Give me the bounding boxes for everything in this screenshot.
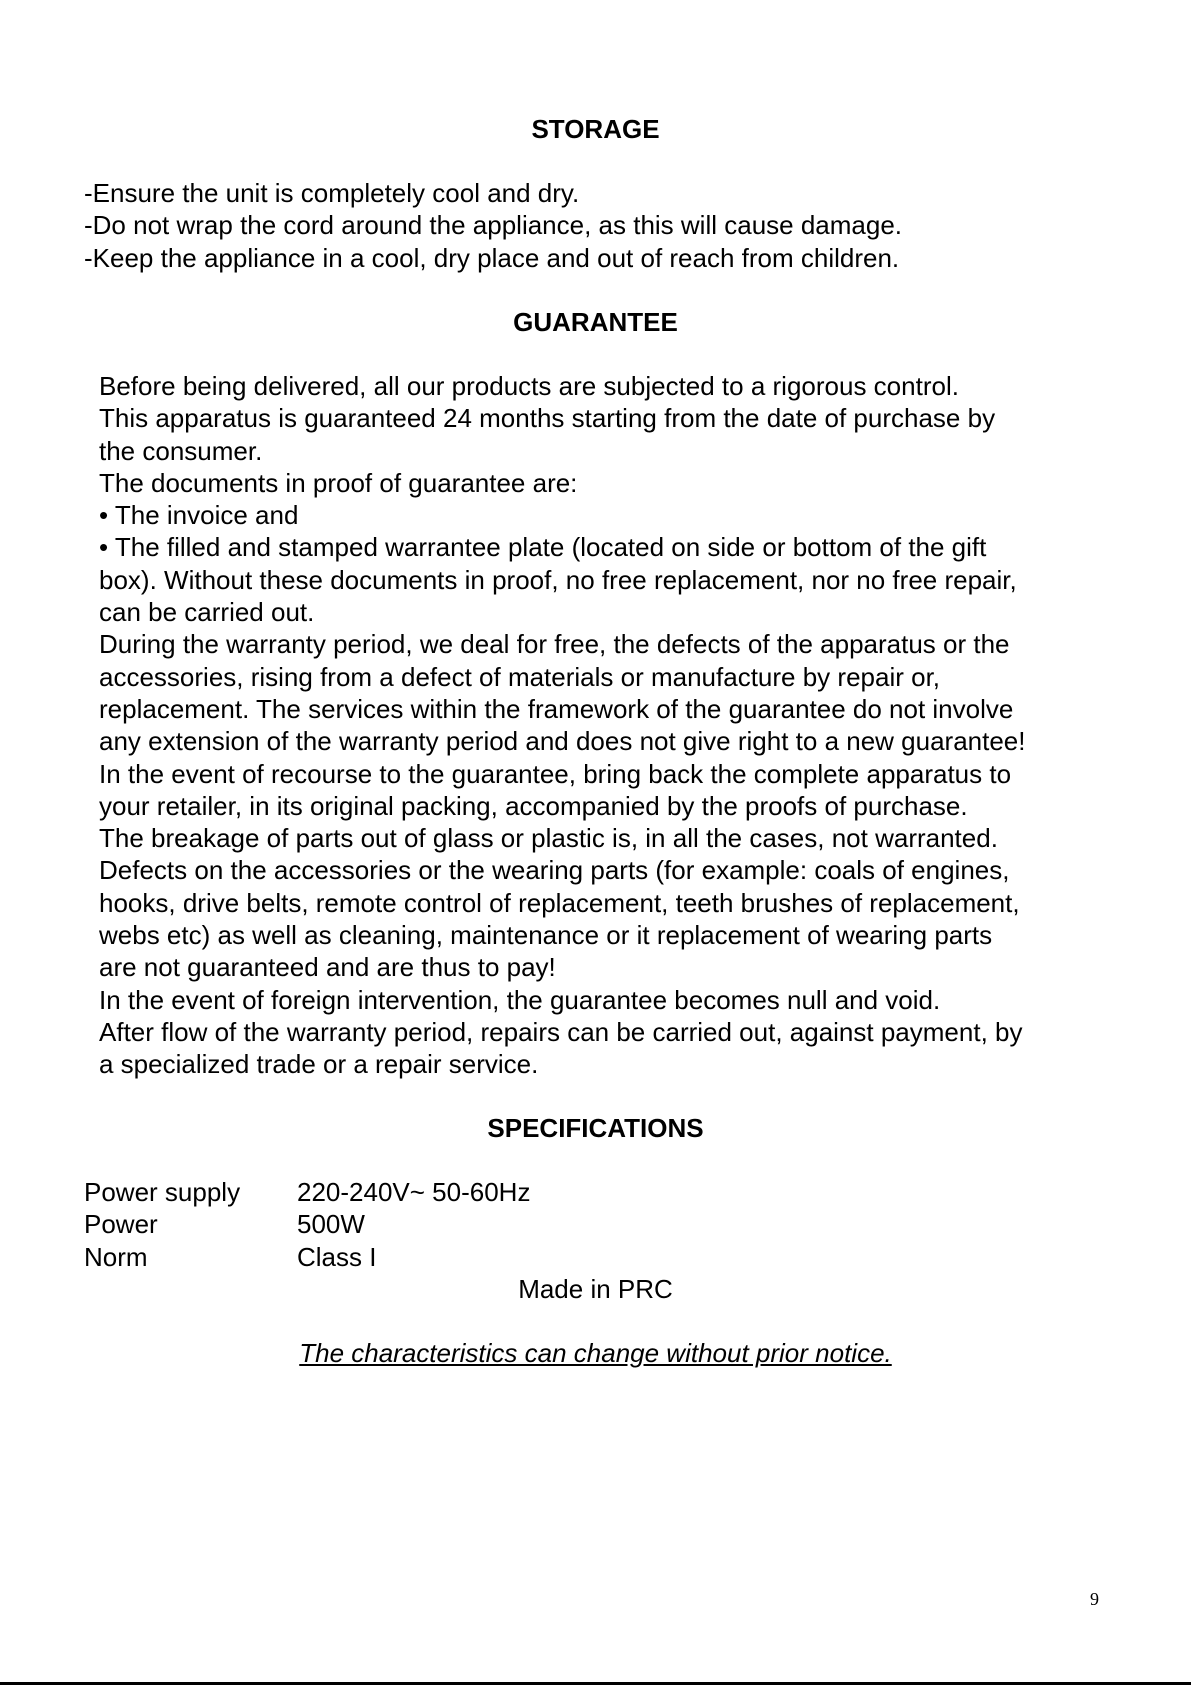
guarantee-line: the consumer. (99, 435, 263, 466)
guarantee-line: box). Without these documents in proof, no free replacement, nor no free repair, (99, 564, 1017, 595)
specifications-table (84, 1176, 530, 1273)
guarantee-line: can be carried out. (99, 597, 315, 628)
spec-row (84, 1208, 530, 1240)
guarantee-line: In the event of foreign intervention, the guarantee becomes null and void. (99, 984, 941, 1015)
guarantee-text (99, 370, 1159, 1081)
spec-label: Power supply (84, 1177, 241, 1207)
guarantee-line: Before being delivered, all our products are subjected to a rigorous control. (99, 371, 959, 401)
spec-row (84, 1176, 530, 1208)
guarantee-line: The documents in proof of guarantee are: (99, 467, 578, 498)
storage-heading: STORAGE (531, 114, 660, 144)
storage-line: -Ensure the unit is completely cool and dry. (84, 178, 580, 208)
guarantee-line: During the warranty period, we deal for free, the defects of the apparatus or the (99, 629, 1010, 660)
guarantee-line: After flow of the warranty period, repairs can be carried out, against payment, by (99, 1016, 1023, 1047)
guarantee-line: • The filled and stamped warrantee plate (located on side or bottom of the gift (99, 532, 987, 563)
spec-row (84, 1241, 530, 1273)
guarantee-line: replacement. The services within the framework of the guarantee do not involve (99, 693, 1014, 724)
guarantee-line: accessories, rising from a defect of materials or manufacture by repair or, (99, 661, 941, 692)
spec-value: 500W (297, 1209, 365, 1240)
spec-value: Class I (297, 1241, 377, 1272)
guarantee-line: webs etc) as well as cleaning, maintenance or it replacement of wearing parts (99, 920, 993, 951)
guarantee-line: Defects on the accessories or the wearing parts (for example: coals of engines, (99, 855, 1010, 886)
storage-instructions (84, 177, 1144, 274)
guarantee-line: The breakage of parts out of glass or plastic is, in all the cases, not warranted. (99, 823, 998, 854)
guarantee-line: • The invoice and (99, 500, 299, 531)
made-in-label: Made in PRC (518, 1274, 673, 1304)
storage-line: -Do not wrap the cord around the appliance, as this will cause damage. (84, 210, 903, 241)
guarantee-line: your retailer, in its original packing, accompanied by the proofs of purchase. (99, 790, 968, 821)
spec-value: 220-240V~ 50-60Hz (297, 1177, 531, 1207)
page-number: 9 (1090, 1589, 1099, 1609)
guarantee-line: This apparatus is guaranteed 24 months starting from the date of purchase by (99, 403, 996, 434)
guarantee-line: hooks, drive belts, remote control of replacement, teeth brushes of replacement, (99, 887, 1020, 918)
guarantee-line: any extension of the warranty period and does not give right to a new guarantee! (99, 726, 1026, 757)
guarantee-line: a specialized trade or a repair service. (99, 1049, 539, 1080)
specifications-heading: SPECIFICATIONS (487, 1113, 704, 1143)
change-notice: The characteristics can change without prior notice. (299, 1338, 892, 1368)
guarantee-line: In the event of recourse to the guarantee, bring back the complete apparatus to (99, 758, 1012, 789)
guarantee-heading: GUARANTEE (513, 307, 678, 337)
guarantee-line: are not guaranteed and are thus to pay! (99, 952, 556, 983)
spec-label: Norm (84, 1241, 148, 1272)
storage-line: -Keep the appliance in a cool, dry place and out of reach from children. (84, 242, 900, 273)
spec-label: Power (84, 1209, 158, 1240)
